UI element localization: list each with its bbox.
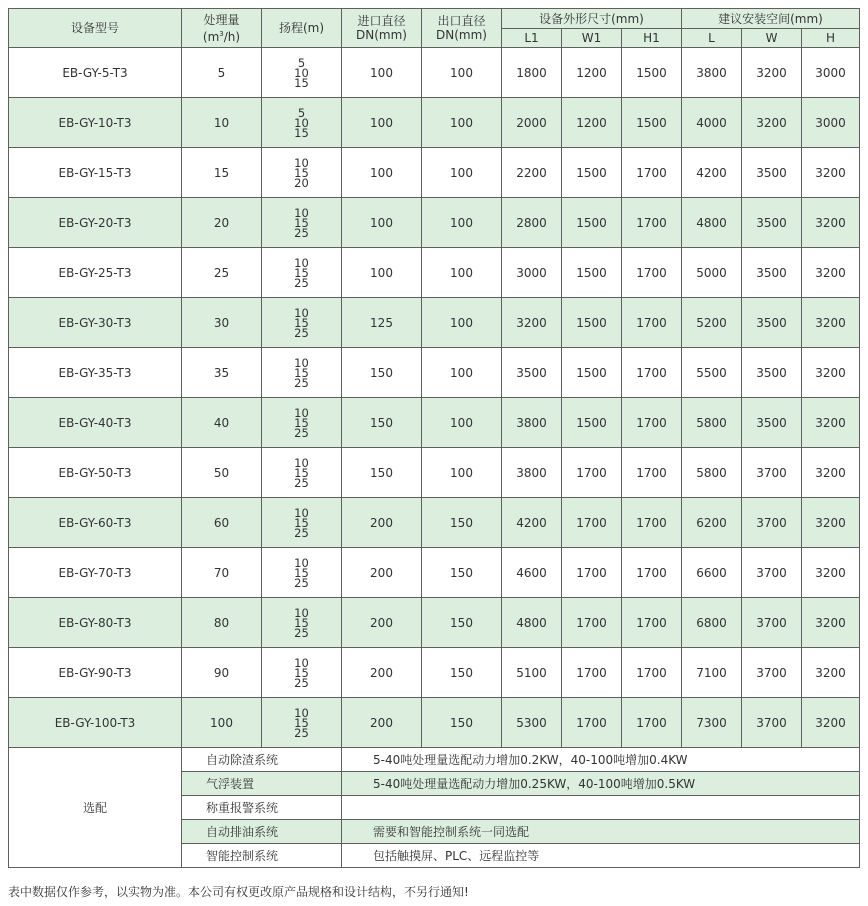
header-dim-h1: H1 [622,29,682,48]
table-row [9,48,860,98]
spec-table-container [8,8,860,868]
head-value: 15 [294,615,309,630]
header-dim-l1: L1 [502,29,562,48]
cell-l1: 5300 [502,698,562,748]
cell-capacity: 40 [182,398,262,448]
header-capacity-unit-sup: 3 [219,29,224,38]
cell-w: 3700 [742,598,802,648]
cell-outlet: 150 [422,548,502,598]
cell-h: 3200 [802,648,860,698]
cell-inlet: 100 [342,248,422,298]
cell-heads [262,498,342,548]
cell-h1: 1700 [622,498,682,548]
cell-l: 7300 [682,698,742,748]
cell-capacity: 5 [182,48,262,98]
header-model: 设备型号 [9,9,182,48]
cell-capacity: 50 [182,448,262,498]
cell-capacity: 70 [182,548,262,598]
head-value: 10 [294,115,309,130]
cell-w: 3500 [742,148,802,198]
cell-model: EB-GY-80-T3 [9,598,182,648]
cell-model: EB-GY-100-T3 [9,698,182,748]
head-value: 10 [294,705,309,720]
cell-l1: 4800 [502,598,562,648]
cell-l: 5800 [682,398,742,448]
cell-outlet: 150 [422,648,502,698]
cell-heads [262,248,342,298]
table-row [9,598,860,648]
cell-w1: 1700 [562,598,622,648]
cell-h: 3200 [802,348,860,398]
cell-l1: 1800 [502,48,562,98]
cell-capacity: 80 [182,598,262,648]
cell-h1: 1700 [622,648,682,698]
option-description: 需要和智能控制系统一同选配 [342,820,860,844]
cell-l: 4800 [682,198,742,248]
cell-inlet: 200 [342,698,422,748]
table-row [9,198,860,248]
cell-model: EB-GY-60-T3 [9,498,182,548]
cell-w1: 1200 [562,98,622,148]
cell-w: 3500 [742,248,802,298]
cell-heads [262,198,342,248]
cell-w1: 1700 [562,648,622,698]
cell-l: 5500 [682,348,742,398]
header-space-l: L [682,29,742,48]
cell-w1: 1500 [562,348,622,398]
cell-h1: 1700 [622,698,682,748]
cell-h: 3200 [802,498,860,548]
cell-outlet: 100 [422,398,502,448]
head-value: 5 [297,55,306,70]
head-value: 25 [294,725,309,740]
cell-heads [262,698,342,748]
cell-inlet: 125 [342,298,422,348]
option-name: 智能控制系统 [182,844,342,868]
cell-w1: 1700 [562,698,622,748]
cell-h1: 1500 [622,48,682,98]
cell-outlet: 100 [422,48,502,98]
options-body [9,748,860,868]
cell-outlet: 150 [422,598,502,648]
cell-l1: 2000 [502,98,562,148]
cell-l: 5000 [682,248,742,298]
cell-w: 3700 [742,498,802,548]
head-value: 10 [294,205,309,220]
cell-l1: 4200 [502,498,562,548]
cell-h1: 1700 [622,598,682,648]
cell-l1: 3800 [502,448,562,498]
cell-w: 3700 [742,548,802,598]
head-value: 15 [294,365,309,380]
cell-model: EB-GY-25-T3 [9,248,182,298]
header-dimensions: 设备外形尺寸(mm) [502,9,682,29]
header-space-h: H [802,29,860,48]
cell-outlet: 100 [422,98,502,148]
cell-h: 3000 [802,98,860,148]
cell-outlet: 100 [422,298,502,348]
cell-l1: 3500 [502,348,562,398]
cell-h: 3200 [802,198,860,248]
cell-l1: 3800 [502,398,562,448]
cell-heads [262,298,342,348]
cell-model: EB-GY-35-T3 [9,348,182,398]
cell-h: 3200 [802,448,860,498]
header-inlet-line2: DN(mm) [356,28,407,42]
head-value: 10 [294,305,309,320]
cell-w1: 1200 [562,48,622,98]
head-value: 25 [294,625,309,640]
cell-w: 3700 [742,448,802,498]
head-value: 15 [294,465,309,480]
cell-w1: 1500 [562,298,622,348]
head-value: 25 [294,325,309,340]
cell-l: 5200 [682,298,742,348]
head-value: 25 [294,275,309,290]
cell-h1: 1700 [622,348,682,398]
table-row [9,648,860,698]
cell-h1: 1500 [622,98,682,148]
cell-model: EB-GY-50-T3 [9,448,182,498]
head-value: 10 [294,65,309,80]
cell-heads [262,398,342,448]
cell-model: EB-GY-5-T3 [9,48,182,98]
cell-h: 3200 [802,398,860,448]
header-inlet-line1: 进口直径 [357,14,406,28]
cell-model: EB-GY-40-T3 [9,398,182,448]
head-value: 10 [294,405,309,420]
head-value: 5 [297,105,306,120]
cell-inlet: 150 [342,398,422,448]
cell-w: 3200 [742,48,802,98]
cell-heads [262,48,342,98]
cell-inlet: 100 [342,198,422,248]
cell-model: EB-GY-90-T3 [9,648,182,698]
head-value: 25 [294,525,309,540]
head-value: 15 [294,415,309,430]
cell-outlet: 150 [422,698,502,748]
cell-l: 4200 [682,148,742,198]
header-space: 建议安装空间(mm) [682,9,860,29]
cell-capacity: 90 [182,648,262,698]
option-name: 自动除渣系统 [182,748,342,772]
head-value: 15 [294,715,309,730]
cell-w: 3500 [742,348,802,398]
cell-w: 3700 [742,648,802,698]
head-value: 15 [294,265,309,280]
cell-outlet: 100 [422,198,502,248]
cell-l1: 3000 [502,248,562,298]
cell-outlet: 100 [422,448,502,498]
head-value: 25 [294,225,309,240]
cell-w: 3500 [742,198,802,248]
header-outlet-line2: DN(mm) [436,28,487,42]
table-row [9,148,860,198]
cell-h: 3200 [802,698,860,748]
cell-h1: 1700 [622,148,682,198]
cell-l: 6200 [682,498,742,548]
table-row [9,98,860,148]
header-capacity-line1: 处理量 [203,12,240,27]
cell-heads [262,148,342,198]
head-value: 10 [294,355,309,370]
table-row [9,248,860,298]
cell-l1: 5100 [502,648,562,698]
cell-h: 3200 [802,298,860,348]
cell-capacity: 60 [182,498,262,548]
head-value: 25 [294,675,309,690]
head-value: 25 [294,375,309,390]
cell-h: 3200 [802,248,860,298]
table-row [9,448,860,498]
cell-inlet: 100 [342,98,422,148]
cell-w1: 1500 [562,198,622,248]
cell-inlet: 200 [342,548,422,598]
cell-inlet: 100 [342,148,422,198]
head-value: 10 [294,255,309,270]
option-description: 5-40吨处理量选配动力增加0.25KW，40-100吨增加0.5KW [342,772,860,796]
cell-w: 3500 [742,298,802,348]
cell-model: EB-GY-70-T3 [9,548,182,598]
table-row [9,298,860,348]
head-value: 10 [294,505,309,520]
cell-capacity: 20 [182,198,262,248]
cell-capacity: 10 [182,98,262,148]
head-value: 10 [294,155,309,170]
header-capacity-unit-suffix: /h) [223,29,241,44]
cell-l1: 3200 [502,298,562,348]
cell-w1: 1500 [562,248,622,298]
cell-h1: 1700 [622,198,682,248]
table-body [9,48,860,748]
table-row [9,548,860,598]
cell-inlet: 200 [342,648,422,698]
cell-heads [262,448,342,498]
cell-l1: 2200 [502,148,562,198]
cell-outlet: 150 [422,498,502,548]
footnote: 表中数据仅作参考，以实物为准。本公司有权更改原产品规格和设计结构，不另行通知! [8,885,469,899]
header-outlet-line1: 出口直径 [437,14,486,28]
cell-w: 3700 [742,698,802,748]
header-head: 扬程(m) [262,9,342,48]
cell-w: 3500 [742,398,802,448]
cell-capacity: 35 [182,348,262,398]
cell-heads [262,648,342,698]
cell-h1: 1700 [622,548,682,598]
cell-outlet: 100 [422,148,502,198]
cell-model: EB-GY-20-T3 [9,198,182,248]
cell-capacity: 100 [182,698,262,748]
cell-h: 3200 [802,548,860,598]
head-value: 15 [294,665,309,680]
cell-capacity: 15 [182,148,262,198]
table-row [9,348,860,398]
cell-l: 4000 [682,98,742,148]
cell-inlet: 200 [342,498,422,548]
cell-w1: 1700 [562,548,622,598]
header-capacity [182,9,262,48]
table-row [9,398,860,448]
cell-capacity: 25 [182,248,262,298]
cell-model: EB-GY-10-T3 [9,98,182,148]
head-value: 25 [294,425,309,440]
head-value: 10 [294,605,309,620]
option-description: 包括触摸屏、PLC、远程监控等 [342,844,860,868]
cell-w: 3200 [742,98,802,148]
cell-h1: 1700 [622,298,682,348]
cell-l: 5800 [682,448,742,498]
cell-outlet: 100 [422,248,502,298]
head-value: 15 [294,75,309,90]
cell-model: EB-GY-15-T3 [9,148,182,198]
options-label: 选配 [9,748,182,868]
cell-model: EB-GY-30-T3 [9,298,182,348]
header-outlet [422,9,502,48]
cell-h1: 1700 [622,448,682,498]
option-name: 气浮装置 [182,772,342,796]
header-capacity-unit-prefix: (m [202,29,220,44]
cell-l: 6800 [682,598,742,648]
cell-l: 6600 [682,548,742,598]
cell-h: 3000 [802,48,860,98]
head-value: 10 [294,555,309,570]
cell-inlet: 200 [342,598,422,648]
cell-l1: 4600 [502,548,562,598]
cell-inlet: 150 [342,448,422,498]
cell-inlet: 100 [342,48,422,98]
cell-heads [262,598,342,648]
header-dim-w1: W1 [562,29,622,48]
cell-w1: 1700 [562,498,622,548]
table-header [9,9,860,48]
cell-h: 3200 [802,598,860,648]
cell-heads [262,348,342,398]
cell-h1: 1700 [622,248,682,298]
head-value: 15 [294,215,309,230]
cell-w1: 1500 [562,148,622,198]
head-value: 10 [294,455,309,470]
cell-l: 7100 [682,648,742,698]
head-value: 20 [294,175,309,190]
head-value: 15 [294,315,309,330]
header-inlet [342,9,422,48]
cell-heads [262,548,342,598]
cell-heads [262,98,342,148]
option-name: 称重报警系统 [182,796,342,820]
cell-w1: 1700 [562,448,622,498]
cell-l: 3800 [682,48,742,98]
cell-w1: 1500 [562,398,622,448]
option-row [9,748,860,772]
cell-inlet: 150 [342,348,422,398]
cell-capacity: 30 [182,298,262,348]
head-value: 10 [294,655,309,670]
head-value: 25 [294,575,309,590]
header-space-w: W [742,29,802,48]
cell-outlet: 100 [422,348,502,398]
option-name: 自动排油系统 [182,820,342,844]
cell-l1: 2800 [502,198,562,248]
head-value: 15 [294,565,309,580]
option-description: 5-40吨处理量选配动力增加0.2KW，40-100吨增加0.4KW [342,748,860,772]
head-value: 15 [294,165,309,180]
table-row [9,498,860,548]
spec-table [8,8,860,868]
option-description [342,796,860,820]
table-row [9,698,860,748]
head-value: 15 [294,515,309,530]
head-value: 25 [294,475,309,490]
head-value: 15 [294,125,309,140]
cell-h: 3200 [802,148,860,198]
cell-h1: 1700 [622,398,682,448]
